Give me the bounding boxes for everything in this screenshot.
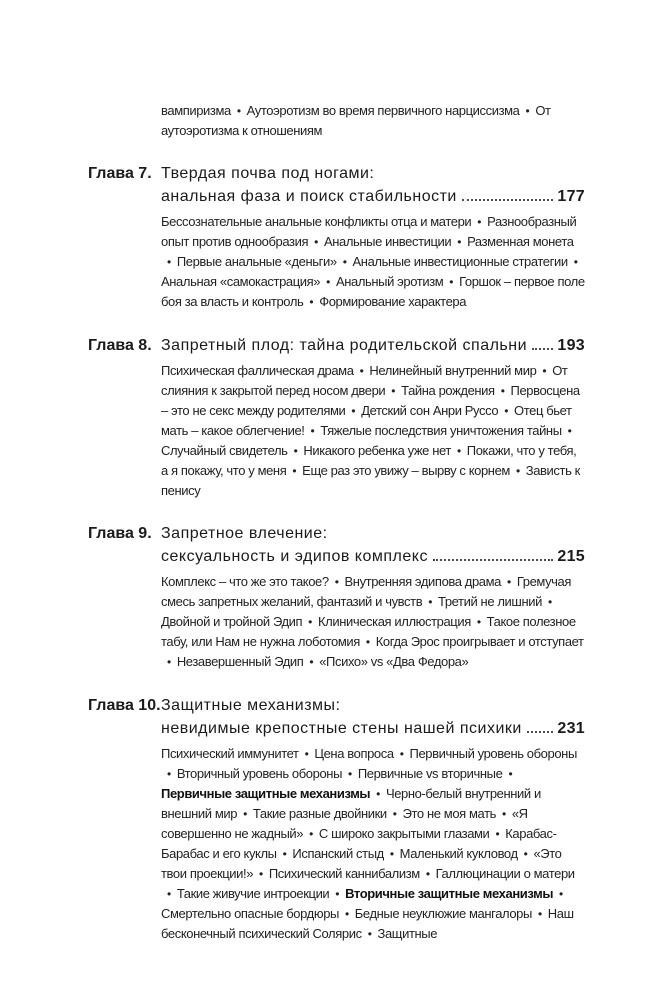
page-number: 193 (557, 337, 585, 354)
bullet-separator-icon: • (309, 827, 313, 841)
topic-item: «Это твои проекции!» (161, 846, 562, 881)
bullet-separator-icon: • (515, 464, 520, 478)
chapter-title-line (161, 334, 585, 357)
bullet-separator-icon: • (344, 907, 349, 921)
chapter-topics (161, 744, 585, 944)
bullet-separator-icon: • (309, 655, 314, 669)
bullet-separator-icon: • (495, 827, 500, 841)
page-number: 215 (557, 548, 585, 565)
topic-item: Клиническая иллюстрация (317, 614, 471, 629)
topic-item: Гремучая смесь запретных желаний, фантазий и чувств (161, 574, 572, 609)
topic-item: Вторичный уровень обороны (176, 766, 343, 781)
chapter-topics (161, 212, 585, 312)
chapter-title-line (161, 717, 585, 740)
topic-item: Карабас-Барабас и его куклы (161, 826, 557, 861)
chapter-title-text: анальная фаза и поиск стабильности (161, 188, 457, 205)
previous-chapter-topics-continuation (161, 101, 585, 140)
topic-item: Первые анальные «деньги» (176, 254, 337, 269)
bullet-separator-icon: • (392, 807, 397, 821)
dot-leader (433, 558, 553, 561)
dot-leader (532, 347, 553, 350)
bullet-separator-icon: • (282, 847, 287, 861)
bullet-separator-icon: • (293, 444, 298, 458)
bullet-separator-icon: • (477, 215, 482, 229)
bullet-separator-icon: • (367, 927, 372, 941)
bullet-separator-icon: • (542, 364, 547, 378)
chapter-entry (88, 522, 585, 672)
bullet-separator-icon: • (167, 655, 171, 669)
bullet-separator-icon: • (559, 887, 563, 901)
topic-item: Испанский стыд (292, 846, 384, 861)
topic-item: Анальные инвестиционные стратегии (352, 254, 568, 269)
bullet-separator-icon: • (476, 615, 481, 629)
topic-item: Такое полезное табу, или Нам не нужна лоботомия (161, 614, 576, 649)
chapter-entry (88, 162, 585, 312)
chapter-title-text: сексуальность и эдипов комплекс (161, 548, 428, 565)
topic-item: Третий не лишний (438, 594, 542, 609)
bullet-separator-icon: • (425, 867, 430, 881)
bullet-separator-icon: • (525, 104, 530, 118)
topic-item: Зависть к пенису (161, 463, 580, 498)
topic-item: Бедные неуклюжие мангалоры (354, 906, 532, 921)
bullet-separator-icon: • (259, 867, 263, 881)
chapter-main (161, 162, 585, 312)
topic-item: Наш бесконечный психический Солярис (161, 906, 574, 941)
bullet-separator-icon: • (567, 424, 572, 438)
topic-item: Незавершенный Эдип (176, 654, 304, 669)
topic-item: Еще раз это увижу – вырву с корнем (302, 463, 510, 478)
chapter-label: Глава 10. (88, 697, 161, 714)
topic-item: Это не моя мать (402, 806, 497, 821)
bullet-separator-icon: • (309, 295, 314, 309)
chapter-entry (88, 694, 585, 944)
topic-item: Покажи, что у тебя, а я покажу, что у меня (161, 443, 577, 478)
bullet-separator-icon: • (167, 887, 171, 901)
chapter-topics (161, 572, 585, 672)
topic-item: Анальные инвестиции (323, 234, 452, 249)
topic-item: Внутренняя эдипова драма (344, 574, 502, 589)
topic-item: Первичный уровень обороны (409, 746, 577, 761)
bullet-separator-icon: • (502, 807, 506, 821)
topic-item: Аутоэротизм во время первичного нарциссизма (246, 103, 520, 118)
topic-item: Когда Эрос проигрывает и отступает (375, 634, 584, 649)
bullet-separator-icon: • (507, 575, 511, 589)
topic-item: От слияния к закрытой перед носом двери (161, 363, 568, 398)
topic-item: Защитные (377, 926, 438, 941)
bullet-separator-icon: • (449, 275, 454, 289)
topic-item: Первичные vs вторичные (357, 766, 503, 781)
bullet-separator-icon: • (167, 767, 171, 781)
topic-item: Горшок – первое поле боя за власть и контроль (161, 274, 585, 309)
topic-item: Разнообразный опыт против однообразия (161, 214, 577, 249)
bullet-separator-icon: • (304, 747, 309, 761)
chapter-topics (161, 361, 585, 500)
topic-item: Психическая фаллическая драма (161, 363, 354, 378)
chapter-main (161, 522, 585, 672)
chapter-label: Глава 8. (88, 337, 152, 354)
dot-leader (462, 198, 554, 201)
bullet-separator-icon: • (342, 255, 347, 269)
bullet-separator-icon: • (456, 444, 461, 458)
topic-item: Психический каннибализм (268, 866, 420, 881)
topic-item: Анальный эротизм (335, 274, 444, 289)
topic-item: Смертельно опасные бордюры (161, 906, 339, 921)
topic-item: «Психо» vs «Два Федора» (319, 654, 469, 669)
topic-item: С широко закрытыми глазами (318, 826, 490, 841)
chapter-title-text: Защитные механизмы: (161, 697, 341, 714)
topic-item: Никакого ребенка уже нет (303, 443, 451, 458)
topic-item: Анальная «самокастрация» (161, 274, 321, 289)
topic-item: Галлюцинации о матери (435, 866, 575, 881)
topic-item: вампиризма (161, 103, 231, 118)
topic-item: Психический иммунитет (161, 746, 299, 761)
chapter-title-text: невидимые крепостные стены нашей психики (161, 720, 522, 737)
bullet-separator-icon: • (167, 255, 171, 269)
bullet-separator-icon: • (243, 807, 247, 821)
chapter-title-text: Запретное влечение: (161, 525, 328, 542)
chapter-title-line (161, 185, 585, 208)
topic-item: Формирование характера (319, 294, 467, 309)
topic-item: Цена вопроса (314, 746, 394, 761)
bullet-separator-icon: • (314, 235, 318, 249)
topic-item: Случайный свидетель (161, 443, 288, 458)
bullet-separator-icon: • (365, 635, 370, 649)
bullet-separator-icon: • (573, 255, 578, 269)
chapter-title-text: Запретный плод: тайна родительской спальни (161, 337, 528, 354)
chapter-title-text: Твердая почва под ногами: (161, 165, 375, 182)
chapter-entry (88, 334, 585, 500)
chapter-title-line (161, 522, 585, 545)
topic-item: Отец бьет мать – какое облегчение! (161, 403, 572, 438)
bullet-separator-icon: • (335, 887, 340, 901)
chapter-label: Глава 9. (88, 525, 152, 542)
chapter-main (161, 694, 585, 944)
chapter-title-line (161, 545, 585, 568)
chapter-title-line (161, 162, 585, 185)
topic-item: «Я совершенно не жадный» (161, 806, 528, 841)
topic-item: Детский сон Анри Руссо (361, 403, 499, 418)
topic-item: Нелинейный внутренний мир (369, 363, 537, 378)
topic-item: Черно-белый внутренний и внешний мир (161, 786, 541, 821)
bullet-separator-icon: • (310, 424, 315, 438)
page-number: 231 (557, 720, 585, 737)
bullet-separator-icon: • (351, 404, 356, 418)
topic-item: Такие разные двойники (252, 806, 387, 821)
bullet-separator-icon: • (391, 384, 396, 398)
topic-item: Тяжелые последствия уничтожения тайны (320, 423, 562, 438)
topic-item: Первосцена – это не секс между родителями (161, 383, 580, 418)
bullet-separator-icon: • (236, 104, 241, 118)
chapter-list (88, 162, 585, 944)
dot-leader (527, 730, 554, 733)
topic-item: От аутоэротизма к отношениям (161, 103, 551, 138)
topic-item: Двойной и тройной Эдип (161, 614, 303, 629)
topic-item: Первичные защитные механизмы (161, 786, 371, 801)
bullet-separator-icon: • (457, 235, 462, 249)
bullet-separator-icon: • (389, 847, 394, 861)
bullet-separator-icon: • (334, 575, 339, 589)
topic-item: Тайна рождения (401, 383, 495, 398)
topic-item: Маленький кукловод (399, 846, 518, 861)
bullet-separator-icon: • (376, 787, 380, 801)
bullet-separator-icon: • (523, 847, 528, 861)
toc-content (88, 101, 585, 944)
topic-item: Вторичные защитные механизмы (345, 886, 554, 901)
bullet-separator-icon: • (537, 907, 542, 921)
bullet-separator-icon: • (504, 404, 508, 418)
page-number: 177 (557, 188, 585, 205)
bullet-separator-icon: • (326, 275, 330, 289)
chapter-label: Глава 7. (88, 165, 152, 182)
bullet-separator-icon: • (428, 595, 433, 609)
bullet-separator-icon: • (308, 615, 312, 629)
bullet-separator-icon: • (348, 767, 352, 781)
bullet-separator-icon: • (508, 767, 513, 781)
topic-item: Бессознательные анальные конфликты отца и матери (161, 214, 472, 229)
topic-item: Разменная монета (467, 234, 574, 249)
bullet-separator-icon: • (359, 364, 364, 378)
chapter-main (161, 334, 585, 500)
topic-item: Комплекс – что же это такое? (161, 574, 329, 589)
bullet-separator-icon: • (292, 464, 297, 478)
chapter-title-line (161, 694, 585, 717)
topic-item: Такие живучие интроекции (176, 886, 330, 901)
bullet-separator-icon: • (500, 384, 505, 398)
bullet-separator-icon: • (399, 747, 404, 761)
bullet-separator-icon: • (547, 595, 552, 609)
